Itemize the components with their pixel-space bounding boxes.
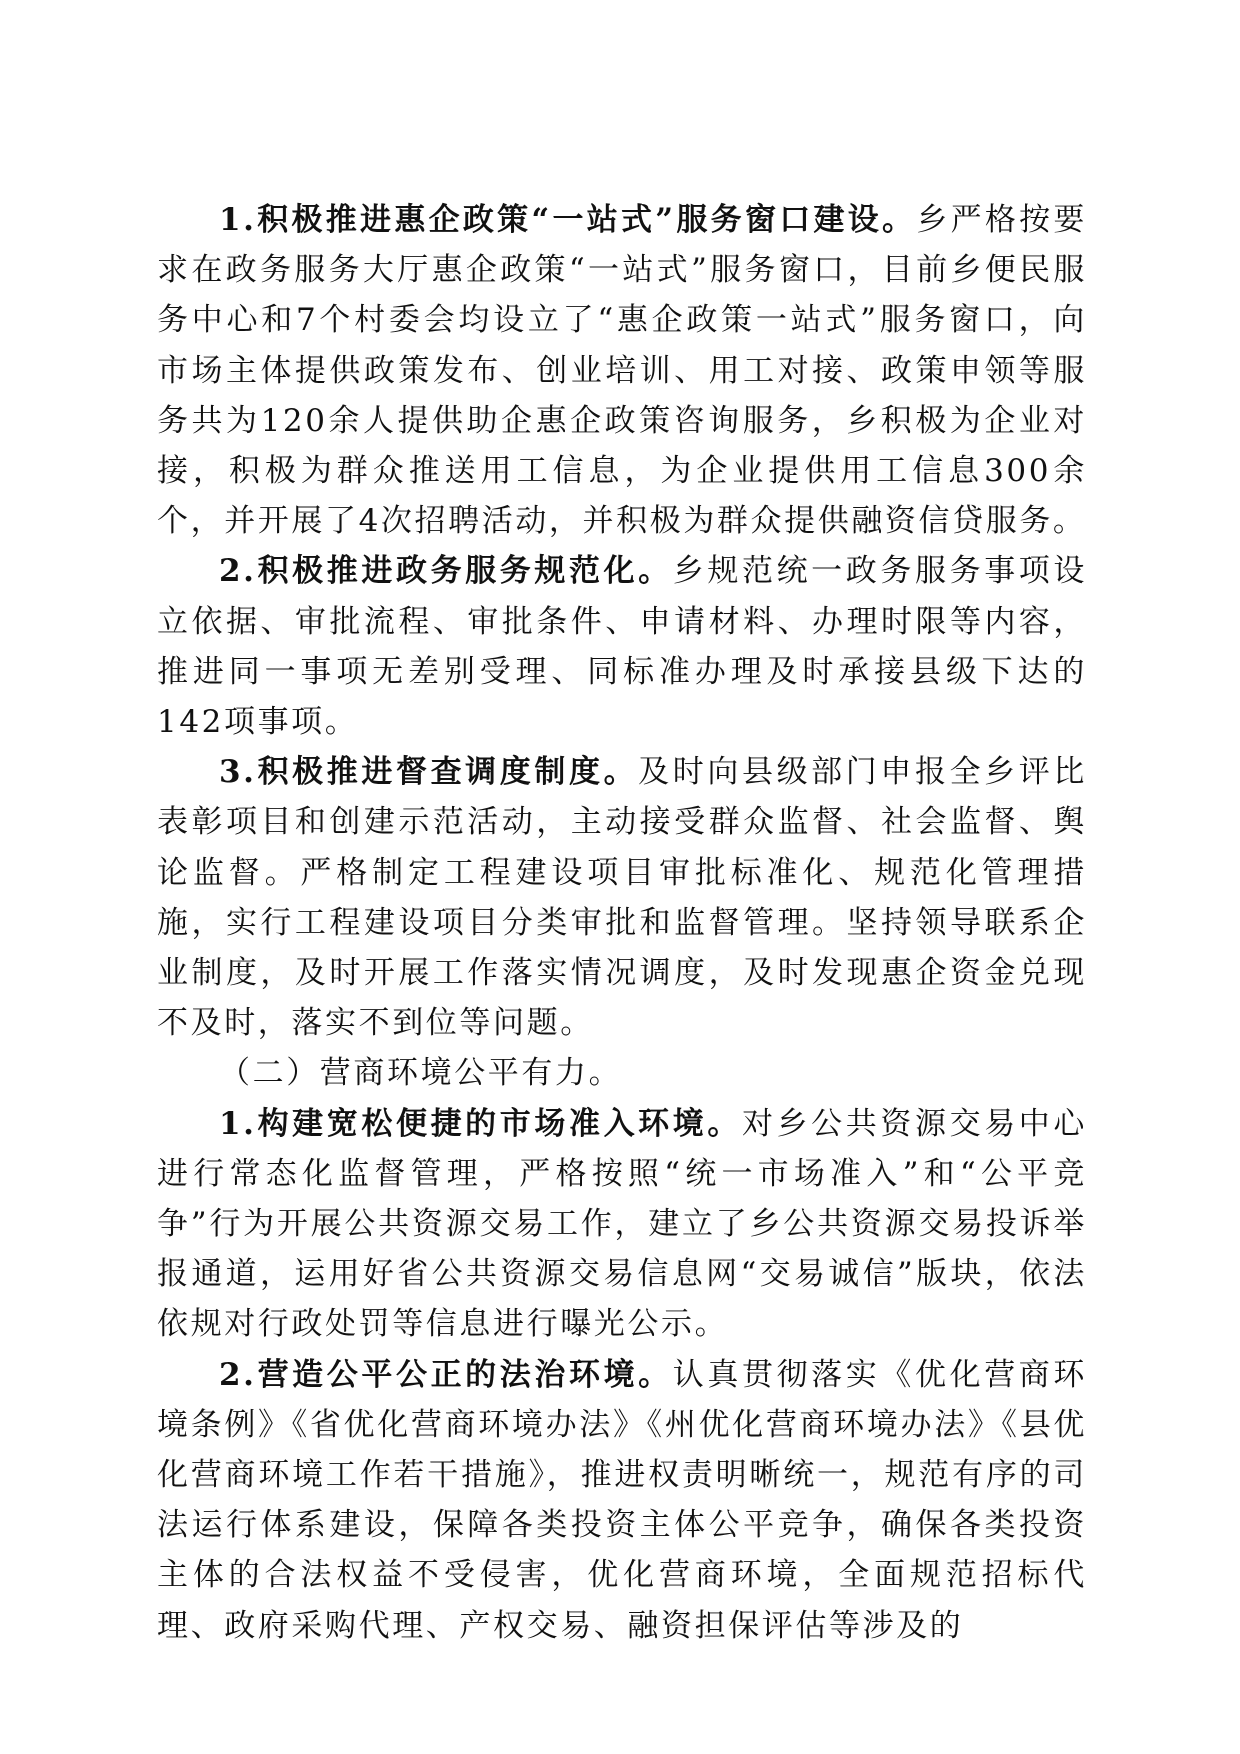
paragraph-lead: 1.积极推进惠企政策“一站式”服务窗口建设。 (219, 202, 917, 238)
paragraph-supervision (157, 747, 1087, 1048)
paragraph-text: 乡规范统一政务服务事项设立依据、审批流程、审批条件、申请材料、办理时限等内容，推进同一事项无差别受理、同标准办理及时承接县级下达的142项事项。 (157, 553, 1087, 741)
paragraph-text: 对乡公共资源交易中心进行常态化监督管理，严格按照“统一市场准入”和“公平竞争”行为开展公共资源交易工作，建立了乡公共资源交易投诉举报通道，运用好省公共资源交易信息网“交易诚信”版块，依法依规对行政处罚等信息进行曝光公示。 (157, 1105, 1087, 1343)
paragraph-policy-window (157, 195, 1087, 546)
paragraph-text: 认真贯彻落实《优化营商环境条例》《省优化营商环境办法》《州优化营商环境办法》《县优化营商环境工作若干措施》，推进权责明晰统一，规范有序的司法运行体系建设，保障各类投资主体公平竞争，确保各类投资主体的合法权益不受侵害，优化营商环境，全面规范招标代理、政府采购代理、产权交易、融资担保评估等涉及的 (157, 1356, 1087, 1644)
paragraph-standardization (157, 546, 1087, 747)
paragraph-rule-of-law (157, 1350, 1087, 1651)
paragraph-lead: 2.营造公平公正的法治环境。 (219, 1356, 673, 1393)
paragraph-text: 乡严格按要求在政务服务大厅惠企政策“一站式”服务窗口，目前乡便民服务中心和7个村委会均设立了“惠企政策一站式”服务窗口，向市场主体提供政策发布、创业培训、用工对接、政策申领等服务共为120余人提供助企惠企政策咨询服务，乡积极为企业对接，积极为群众推送用工信息，为企业提供用工信息300余个，并开展了4次招聘活动，并积极为群众提供融资信贷服务。 (157, 202, 1087, 540)
paragraph-lead: 3.积极推进督查调度制度。 (219, 754, 639, 791)
document-body (157, 195, 1087, 1651)
paragraph-text: 及时向县级部门申报全乡评比表彰项目和创建示范活动，主动接受群众监督、社会监督、舆论监督。严格制定工程建设项目审批标准化、规范化管理措施，实行工程建设项目分类审批和监督管理。坚持领导联系企业制度，及时开展工作落实情况调度，及时发现惠企资金兑现不及时，落实不到位等问题。 (157, 754, 1087, 1042)
paragraph-lead: 2.积极推进政务服务规范化。 (219, 553, 673, 590)
section-heading: （二）营商环境公平有力。 (219, 1055, 623, 1092)
paragraph-lead: 1.构建宽松便捷的市场准入环境。 (219, 1105, 742, 1142)
paragraph-market-access (157, 1099, 1087, 1350)
